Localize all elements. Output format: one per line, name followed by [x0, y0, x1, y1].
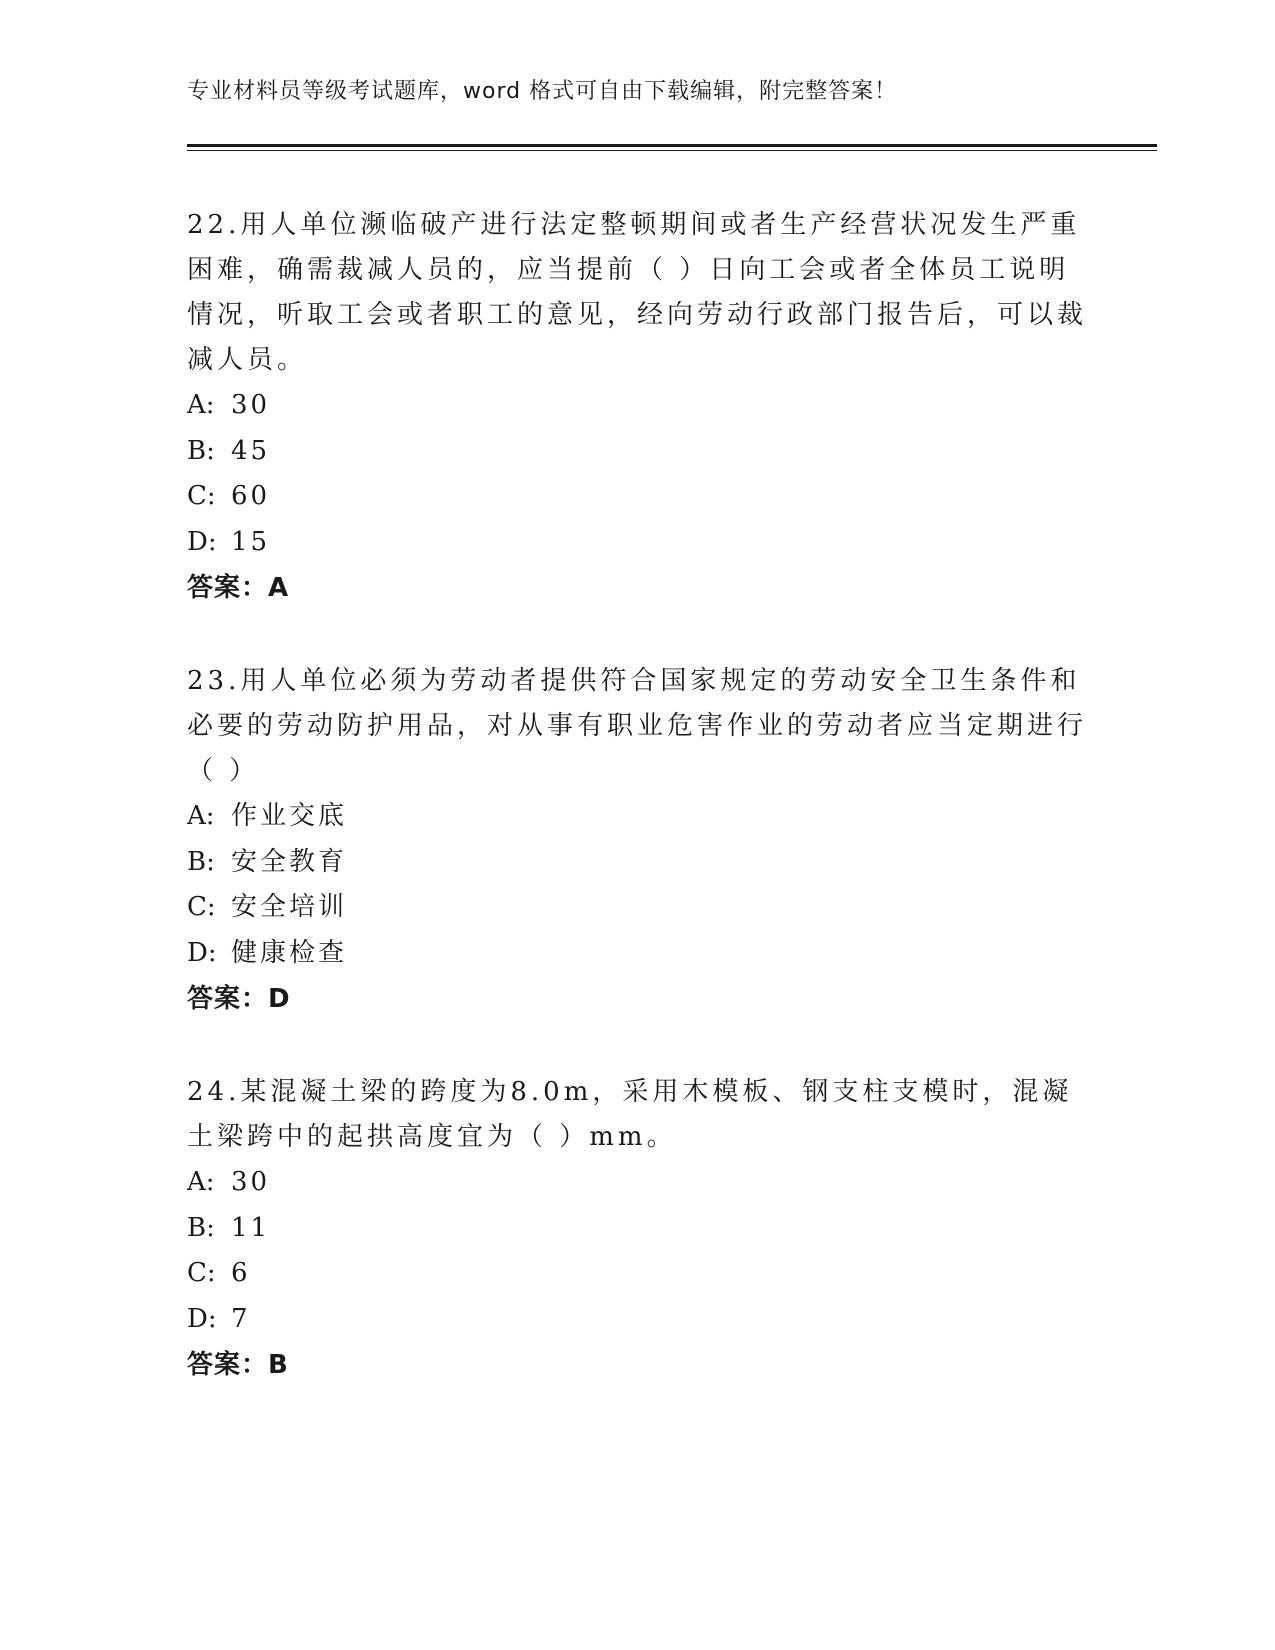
option-letter: B: — [187, 846, 215, 877]
option-c — [187, 885, 1087, 931]
option-text: 健康检查 — [231, 937, 348, 968]
page-header: 专业材料员等级考试题库，word 格式可自由下载编辑，附完整答案！ — [187, 79, 898, 104]
option-a — [187, 383, 1087, 429]
option-b — [187, 429, 1087, 475]
option-text: 6 — [231, 1258, 251, 1288]
option-d — [187, 520, 1087, 566]
option-text: 安全教育 — [231, 846, 348, 877]
question-22 — [187, 203, 1087, 611]
option-c — [187, 474, 1087, 520]
option-d — [187, 931, 1087, 977]
option-letter: A: — [187, 390, 215, 420]
option-letter: D: — [187, 937, 217, 968]
option-text: 15 — [231, 526, 271, 557]
question-23 — [187, 659, 1087, 1022]
option-text: 30 — [231, 390, 271, 420]
option-text: 安全培训 — [231, 892, 348, 922]
option-letter: C: — [187, 1258, 216, 1288]
option-text: 60 — [231, 481, 271, 511]
answer-line: 答案：B — [187, 1350, 289, 1380]
option-text: 11 — [231, 1212, 271, 1243]
option-c — [187, 1251, 1087, 1297]
option-b — [187, 840, 1087, 886]
option-letter: C: — [187, 481, 216, 511]
option-letter: A: — [187, 801, 215, 831]
option-letter: C: — [187, 892, 216, 922]
option-d — [187, 1297, 1087, 1343]
answer-line: 答案：D — [187, 984, 291, 1014]
option-letter: D: — [187, 526, 217, 557]
question-24 — [187, 1070, 1087, 1388]
option-letter: A: — [187, 1167, 215, 1197]
option-letter: B: — [187, 435, 215, 466]
option-text: 45 — [231, 435, 271, 466]
question-text: 23.用人单位必须为劳动者提供符合国家规定的劳动安全卫生条件和必要的劳动防护用品，对从事有职业危害作业的劳动者应当定期进行（ ） — [187, 666, 1088, 786]
option-a — [187, 794, 1087, 840]
option-letter: B: — [187, 1212, 215, 1243]
option-a — [187, 1160, 1087, 1206]
option-text: 7 — [231, 1303, 251, 1334]
answer-line: 答案：A — [187, 573, 290, 603]
option-letter: D: — [187, 1303, 217, 1334]
option-text: 30 — [231, 1167, 271, 1197]
header-divider — [187, 144, 1157, 147]
question-text: 24.某混凝土梁的跨度为8.0m，采用木模板、钢支柱支模时，混凝土梁跨中的起拱高度宜为（ ）mm。 — [187, 1077, 1073, 1152]
option-b — [187, 1206, 1087, 1252]
question-text: 22.用人单位濒临破产进行法定整顿期间或者生产经营状况发生严重困难，确需裁减人员的，应当提前（ ）日向工会或者全体员工说明情况，听取工会或者职工的意见，经向劳动行政部门报告后，可以裁减人员。 — [187, 210, 1088, 375]
option-text: 作业交底 — [231, 801, 348, 831]
